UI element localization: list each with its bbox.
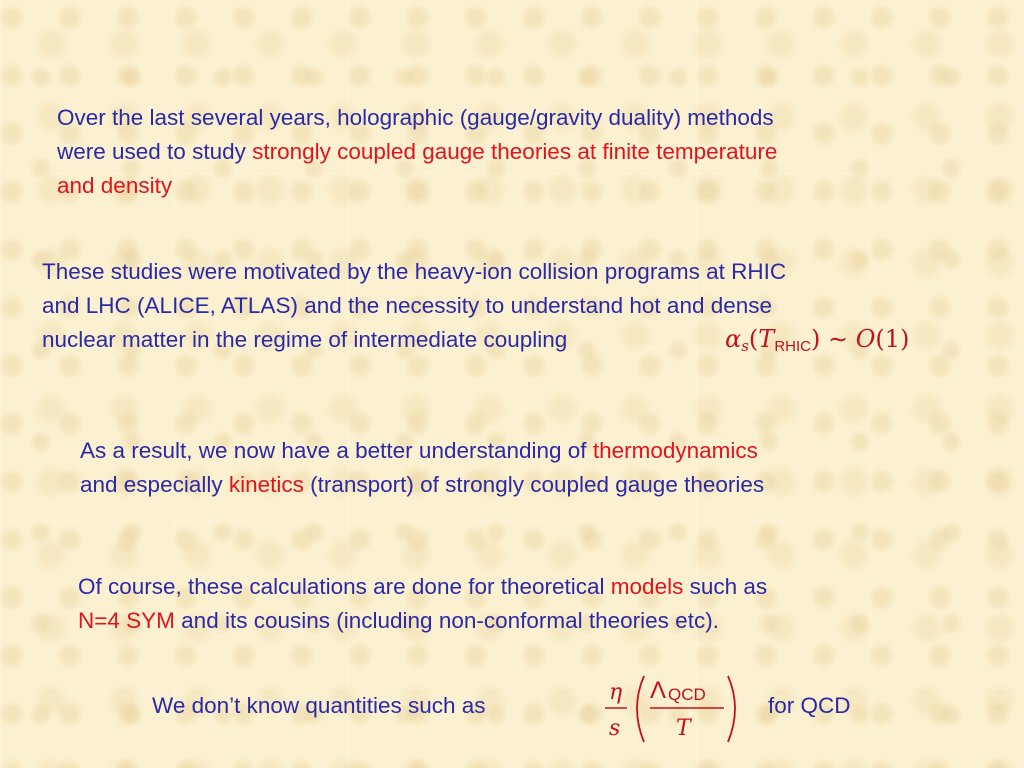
s-symbol: s xyxy=(609,716,621,741)
p3-highlight-kinetics: kinetics xyxy=(228,472,304,497)
p4-text3: and its cousins (including non-conformal theories etc). xyxy=(174,608,719,633)
paragraph-result xyxy=(80,434,764,502)
p3-highlight-thermodynamics: thermodynamics xyxy=(592,438,758,463)
alpha-T: T xyxy=(758,325,775,353)
alpha-s-formula xyxy=(725,324,909,362)
paragraph-unknown-quantities: We don’t know quantities such as xyxy=(152,693,486,718)
alpha-sim: ∼ xyxy=(820,325,856,353)
p3-text2: and especially xyxy=(80,472,229,497)
p4-text1: Of course, these calculations are done for theoretical xyxy=(78,574,611,599)
p4-highlight-models: models xyxy=(610,574,684,599)
alpha-subscript-s: s xyxy=(741,337,749,355)
p1-highlight-density: and density xyxy=(57,173,173,198)
eta-over-s-formula xyxy=(600,672,750,748)
paragraph-holographic-methods xyxy=(57,101,777,203)
alpha-O: O xyxy=(855,325,876,353)
p2-line2: and LHC (ALICE, ATLAS) and the necessity to understand hot and dense xyxy=(42,293,773,318)
for-qcd-text: for QCD xyxy=(768,693,851,718)
p3-text1: As a result, we now have a better understanding of xyxy=(80,438,593,463)
p1-text-line1: Over the last several years, holographic (gauge/gravity duality) methods xyxy=(57,105,774,130)
alpha-subscript-rhic: RHIC xyxy=(774,338,811,355)
p3-text3: (transport) of strongly coupled gauge theories xyxy=(303,472,765,497)
paragraph-motivation xyxy=(42,255,786,357)
p1-highlight-strongly-coupled: strongly coupled gauge theories at finite temperature xyxy=(252,139,778,164)
left-paren xyxy=(637,676,644,742)
alpha-rparen: ) xyxy=(810,325,821,353)
eta-symbol: η xyxy=(609,680,623,705)
p1-text-line2: were used to study xyxy=(57,139,253,164)
p2-line3: nuclear matter in the regime of intermediate coupling xyxy=(42,327,568,352)
alpha-symbol: α xyxy=(725,325,742,353)
alpha-lparen: ( xyxy=(748,325,759,353)
lambda-symbol: Λ xyxy=(650,677,667,704)
right-paren xyxy=(728,676,735,742)
p2-line1: These studies were motivated by the heavy-ion collision programs at RHIC xyxy=(42,259,787,284)
T-symbol: T xyxy=(676,716,691,741)
alpha-one: (1) xyxy=(875,325,910,353)
lambda-subscript-qcd: QCD xyxy=(668,685,706,704)
paragraph-models xyxy=(78,570,767,638)
p4-highlight-n4sym: N=4 SYM xyxy=(78,608,175,633)
p4-text2: such as xyxy=(683,574,768,599)
